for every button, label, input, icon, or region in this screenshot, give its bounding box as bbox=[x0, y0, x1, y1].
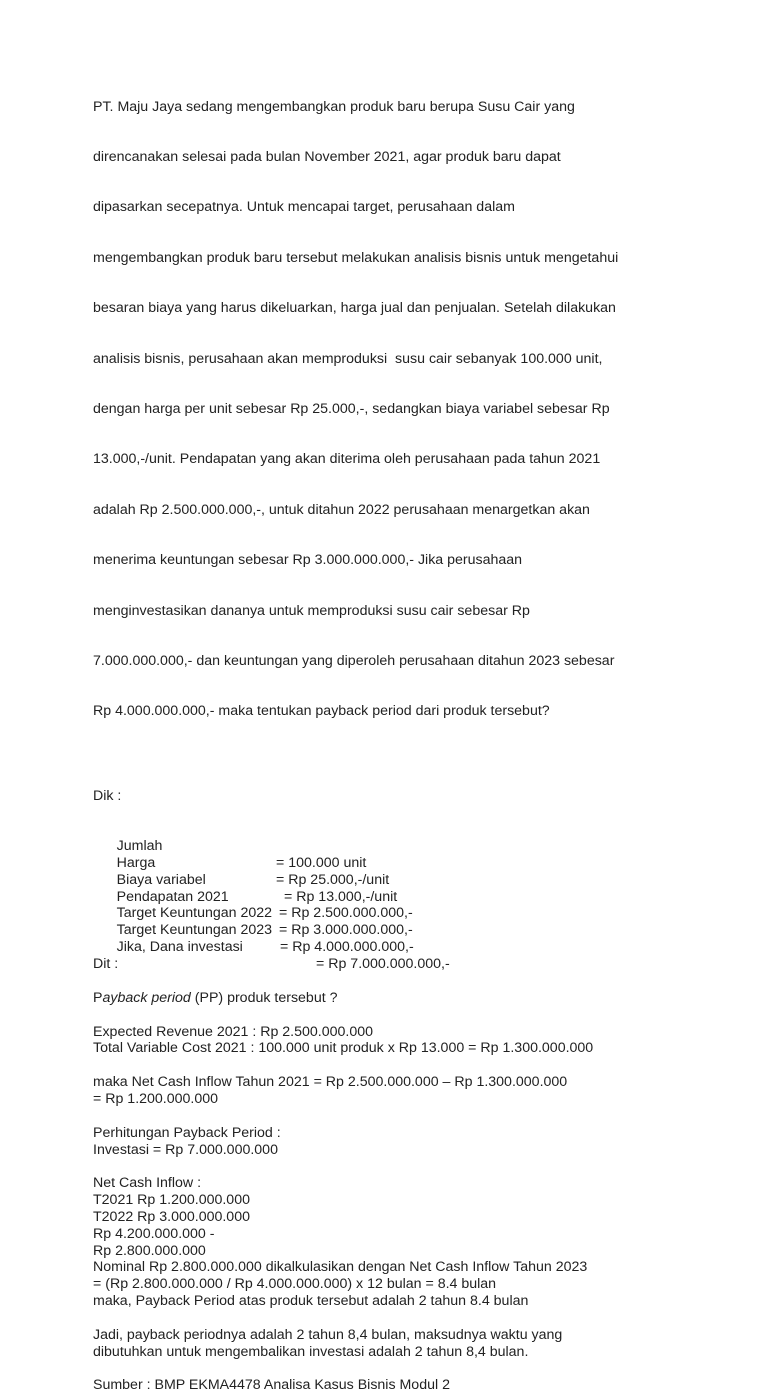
dik-label: Target Keuntungan 2022 bbox=[116, 905, 273, 922]
intro-line: dipasarkan secepatnya. Untuk mencapai target, perusahaan dalam bbox=[93, 199, 515, 216]
intro-line: PT. Maju Jaya sedang mengembangkan produk baru berupa Susu Cair yang bbox=[93, 98, 575, 115]
dik-value: = Rp 2.500.000.000,- bbox=[279, 905, 413, 922]
dit-heading: Dit : bbox=[93, 956, 119, 973]
question-line bbox=[93, 990, 743, 1007]
intro-paragraph bbox=[93, 65, 743, 754]
revenue-line: Expected Revenue 2021 : Rp 2.500.000.000 bbox=[93, 1023, 374, 1040]
dik-label: Biaya variabel bbox=[116, 871, 206, 888]
intro-line: analisis bisnis, perusahaan akan memproduksi susu cair sebanyak 100.000 unit, bbox=[93, 350, 603, 367]
payback-calc-block bbox=[93, 1125, 743, 1159]
dik-value: = Rp 25.000,-/unit bbox=[276, 871, 390, 888]
dik-value: = Rp 13.000,-/unit bbox=[284, 888, 398, 905]
intro-line: 7.000.000.000,- dan keuntungan yang diperoleh perusahaan ditahun 2023 sebesar bbox=[93, 652, 615, 669]
dik-value: = Rp 4.000.000.000,- bbox=[280, 939, 414, 956]
dik-value: = Rp 3.000.000.000,- bbox=[279, 922, 413, 939]
intro-line: dengan harga per unit sebesar Rp 25.000,-, sedangkan biaya variabel sebesar Rp bbox=[93, 400, 610, 417]
dik-label: Jika, Dana investasi bbox=[116, 939, 243, 956]
dik-label: Jumlah bbox=[116, 838, 163, 855]
inflow-line: Nominal Rp 2.800.000.000 dikalkulasikan dengan Net Cash Inflow Tahun 2023 bbox=[93, 1259, 588, 1276]
inflow-block bbox=[93, 1175, 743, 1309]
intro-line: Rp 4.000.000.000,- maka tentukan payback period dari produk tersebut? bbox=[93, 703, 550, 720]
dik-value: = Rp 7.000.000.000,- bbox=[316, 955, 450, 972]
net-cash-block bbox=[93, 1074, 743, 1108]
question-italic: ayback period bbox=[102, 989, 191, 1006]
intro-line: mengembangkan produk baru tersebut melakukan analisis bisnis untuk mengetahui bbox=[93, 249, 619, 266]
revenue-line: Total Variable Cost 2021 : 100.000 unit produk x Rp 13.000 = Rp 1.300.000.000 bbox=[93, 1040, 594, 1057]
question-suffix: (PP) produk tersebut ? bbox=[190, 989, 338, 1006]
intro-line: menerima keuntungan sebesar Rp 3.000.000.000,- Jika perusahaan bbox=[93, 552, 523, 569]
dik-label: Target Keuntungan 2023 bbox=[116, 922, 273, 939]
payback-calc-line: Perhitungan Payback Period : bbox=[93, 1124, 281, 1141]
source-line: Sumber : BMP EKMA4478 Analisa Kasus Bisnis Modul 2 bbox=[93, 1377, 450, 1394]
dik-label: Harga bbox=[116, 855, 156, 872]
document-page bbox=[93, 65, 743, 1394]
intro-line: direncanakan selesai pada bulan November 2021, agar produk baru dapat bbox=[93, 148, 561, 165]
revenue-block bbox=[93, 1024, 743, 1058]
inflow-line: Rp 4.200.000.000 - bbox=[93, 1225, 215, 1242]
inflow-line: T2022 Rp 3.000.000.000 bbox=[93, 1209, 250, 1226]
intro-line: adalah Rp 2.500.000.000,-, untuk ditahun 2022 perusahaan menargetkan akan bbox=[93, 501, 590, 518]
conclusion-block bbox=[93, 1327, 743, 1361]
intro-line: 13.000,-/unit. Pendapatan yang akan diterima oleh perusahaan pada tahun 2021 bbox=[93, 451, 601, 468]
payback-calc-line: Investasi = Rp 7.000.000.000 bbox=[93, 1141, 278, 1158]
question-prefix: P bbox=[93, 989, 103, 1006]
net-cash-line: maka Net Cash Inflow Tahun 2021 = Rp 2.500.000.000 – Rp 1.300.000.000 bbox=[93, 1074, 568, 1091]
conclusion-line: dibutuhkan untuk mengembalikan investasi adalah 2 tahun 8,4 bulan. bbox=[93, 1343, 529, 1360]
dik-label: Pendapatan 2021 bbox=[116, 888, 229, 905]
inflow-line: Net Cash Inflow : bbox=[93, 1175, 202, 1192]
intro-line: besaran biaya yang harus dikeluarkan, harga jual dan penjualan. Setelah dilakukan bbox=[93, 300, 616, 317]
intro-line: menginvestasikan dananya untuk memproduksi susu cair sebesar Rp bbox=[93, 602, 530, 619]
dik-value: = 100.000 unit bbox=[276, 855, 367, 872]
inflow-line: T2021 Rp 1.200.000.000 bbox=[93, 1192, 250, 1209]
net-cash-line: = Rp 1.200.000.000 bbox=[93, 1091, 219, 1108]
inflow-line: maka, Payback Period atas produk tersebut adalah 2 tahun 8.4 bulan bbox=[93, 1293, 529, 1309]
inflow-line: = (Rp 2.800.000.000 / Rp 4.000.000.000) x 12 bulan = 8.4 bulan bbox=[93, 1276, 497, 1293]
conclusion-line: Jadi, payback periodnya adalah 2 tahun 8,4 bulan, maksudnya waktu yang bbox=[93, 1326, 563, 1343]
dik-heading: Dik : bbox=[93, 787, 122, 804]
inflow-line: Rp 2.800.000.000 bbox=[93, 1242, 206, 1259]
